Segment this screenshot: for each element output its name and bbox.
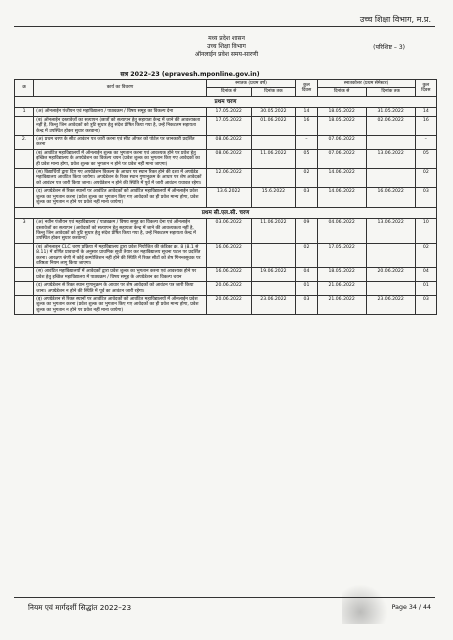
ug-days: 03 — [296, 295, 317, 314]
table-row — [15, 149, 437, 168]
ug-to: 01.06.2022 — [251, 116, 296, 135]
ug-from: 17.05.2022 — [206, 108, 251, 116]
row-sno — [15, 188, 34, 207]
pg-to — [366, 136, 415, 150]
row-text: (अ) ऑनलाईन पंजीयन एवं महाविद्यालय / पाठ्यक्रम / विषय समूह का विकल्प देना — [34, 108, 207, 116]
pg-days: 01 — [415, 282, 436, 296]
table-row — [15, 282, 437, 296]
ug-to — [251, 136, 296, 150]
phase-heading: प्रथम सी.एल.सी. चरण — [15, 207, 437, 219]
pg-to: 02.06.2022 — [366, 116, 415, 135]
col-ug-to: दिनांक तक — [251, 88, 296, 96]
pg-days: 03 — [415, 295, 436, 314]
ug-from: 16.06.2022 — [206, 243, 251, 268]
pg-from: 18.05.2022 — [317, 108, 366, 116]
pg-to: 23.06.2022 — [366, 295, 415, 314]
ug-days: 04 — [296, 268, 317, 282]
ug-to — [251, 282, 296, 296]
ug-days: 16 — [296, 116, 317, 135]
ug-from: 17.05.2022 — [206, 116, 251, 135]
schedule-table — [14, 79, 437, 315]
dept-line: उच्च शिक्षा विभाग — [207, 43, 246, 50]
phase-heading: प्रथम चरण — [15, 96, 437, 108]
footer-title: नियम एवं मार्गदर्शी सिद्धांत 2022–23 — [28, 603, 132, 612]
pg-days: 04 — [415, 268, 436, 282]
ug-to: 19.06.2022 — [251, 268, 296, 282]
pg-from: 18.05.2022 — [317, 268, 366, 282]
col-pg-days: कुल दिवस — [415, 80, 436, 97]
ug-from: 13.6.2022 — [206, 188, 251, 207]
pg-from: 07.06.2022 — [317, 149, 366, 168]
pg-from: 04.06.2022 — [317, 219, 366, 244]
row-text: (स) विद्यार्थियों द्वारा दिए गए अपग्रेडेशन विकल्प के आधार पर स्थान रिक्त होने की दशा में अपग्रेडेड महाविद्यालय आवंटित किया जायेगा। अपग्रेडेशन के रिक्त स्थान गुणानुक्रम के आधार पर शेष आवेदकों को आवंटन पत्र जारी किया जाना। अपग्रेडेशन न होने की स्थिति में पूर्व में जारी आवंटन यथावत रहेगा। — [34, 169, 207, 188]
pg-days: 14 — [415, 108, 436, 116]
row-sno — [15, 295, 34, 314]
pg-from: 14.06.2022 — [317, 169, 366, 188]
row-sno — [15, 243, 34, 268]
session-title: सत्र 2022–23 (epravesh.mponline.gov.in) — [120, 71, 260, 78]
ug-to: 30.05.2022 — [251, 108, 296, 116]
row-text: (द) अपग्रेडेशन से रिक्त स्थानों पर आवंटित आवेदकों को आवंटित महाविद्यालयों में ऑनलाईन प्रवेश शुल्क का भुगतान करना (प्रवेश शुल्क का भुगतान किए गए आवेदकों का ही प्रवेश मान्य होगा, प्रवेश शुल्क का भुगतान न होने पर प्रवेश नहीं माना जायेगा) — [34, 188, 207, 207]
pg-days: – — [415, 136, 436, 150]
row-text: (अ) नवीन पंजीयन एवं महाविद्यालय / पाठ्यक्रम / विषय समूह का विकल्प देना एवं ऑनलाईन दस्तावेजों का सत्यापन (आवेदकों को सत्यापन हेतु सहायता केन्द्र में जाने की आवश्यकता नहीं है, किन्तु जिन आवेदकों को त्रुटि सुधार हेतु संदेश प्रेषित किया गया है, उन्हें निकटतम सहायता केन्द्र में उपस्थित होकर सुधार करवाना) — [34, 219, 207, 244]
ug-from: 16.06.2022 — [206, 268, 251, 282]
pg-to — [366, 169, 415, 188]
pg-to: 31.05.2022 — [366, 108, 415, 116]
row-text: (इ) अपग्रेडेशन से रिक्त स्थानों पर आवंटित आवेदकों को आवंटित महाविद्यालयों में ऑनलाईन प्रवेश शुल्क का भुगतान करना (प्रवेश शुल्क का भुगतान किए गए आवेदकों का ही प्रवेश मान्य होगा, प्रवेश शुल्क का भुगतान न होने पर प्रवेश नहीं माना जायेगा) — [34, 295, 207, 314]
col-pg-to: दिनांक तक — [366, 88, 415, 96]
col-pg: स्नातकोत्तर (प्रथम सेमेस्टर) — [317, 80, 415, 88]
row-sno — [15, 268, 34, 282]
row-sno — [15, 282, 34, 296]
row-text: (ब) आवंटित महाविद्यालयों में ऑनलाईन शुल्क का भुगतान करना एवं आवश्यक होने पर प्रवेश हेतु इच्छित महाविद्यालय के अपग्रेडेशन का विकल्प चयन (प्रवेश शुल्क का भुगतान किए गए आवेदकों का ही प्रवेश मान्य होगा, प्रवेश शुल्क का भुगतान न होने पर प्रवेश नहीं माना जाएगा) — [34, 149, 207, 168]
footer-rule — [14, 597, 435, 598]
row-text: (ब) ऑनलाईन दस्तावेजों का सत्यापन (छात्रों को सत्यापन हेतु सहायता केन्द्र में जाने की आवश्यकता नहीं है, किन्तु जिन आवेदकों को त्रुटि सुधार हेतु संदेश प्रेषित किया गया है, उन्हें निकटतम सहायता केन्द्र में उपस्थित होकर सुधार करवाना) — [34, 116, 207, 135]
row-text: (द) अपग्रेडेशन से रिक्त स्थान गुणानुक्रम के आधार पर शेष आवेदकों को आवंटन पत्र जारी किया जाना। अपग्रेडेशन न होने की स्थिति में पूर्व का आवंटन जारी रहेगा। — [34, 282, 207, 296]
row-text: (ब) ऑनलाइन CLC चरण प्रक्रिया में महाविद्यालय द्वारा प्रवेश नियोजित की कंडिका क्र. 8 (8.1 से 8.11) में वर्णित प्रावधानों के अनुसार प्राथमिक सूची तैयार कर महाविद्यालय सूचना पटल पर प्रदर्शित करना। आरक्षण श्रेणी में कोई कम्पोजिशन नहीं होने की स्थिति में रिक्त सीटों को शेष गिनन्तसूचक पर वरिष्ठता नियम लागू किया जाएगा। — [34, 243, 207, 268]
pg-to — [366, 282, 415, 296]
ug-days: – — [296, 136, 317, 150]
row-sno — [15, 149, 34, 168]
header-rule — [14, 26, 435, 27]
ug-from: 12.06.2022 — [206, 169, 251, 188]
pg-to — [366, 243, 415, 268]
row-text: (स) आवंटित महाविद्यालयों में आवेदकों द्वारा प्रवेश शुल्क का भुगतान करना एवं आवश्यक होने पर प्रवेश हेतु इच्छित महाविद्यालय में पाठ्यक्रम / विषय समूह के अपग्रेडेशन का विकल्प चयन — [34, 268, 207, 282]
row-sno: 1 — [15, 108, 34, 116]
table-row — [15, 219, 437, 244]
pg-from: 07.06.2022 — [317, 136, 366, 150]
row-sno — [15, 116, 34, 135]
ug-days: 09 — [296, 219, 317, 244]
table-row — [15, 116, 437, 135]
ug-to: 11.06.2022 — [251, 219, 296, 244]
col-ug: स्नातक (प्रथम वर्ष) — [206, 80, 296, 88]
table-row — [15, 136, 437, 150]
table-row — [15, 243, 437, 268]
ug-days: 05 — [296, 149, 317, 168]
page-number: Page 34 / 44 — [391, 604, 431, 611]
col-sno: क्र — [15, 80, 34, 97]
ug-days: 14 — [296, 108, 317, 116]
table-row — [15, 108, 437, 116]
pg-from: 18.05.2022 — [317, 116, 366, 135]
col-pg-from: दिनांक से — [317, 88, 366, 96]
pg-days: 03 — [415, 188, 436, 207]
pg-from: 21.06.2022 — [317, 295, 366, 314]
row-sno: 2. — [15, 136, 34, 150]
row-sno: 3 — [15, 219, 34, 244]
col-ug-from: दिनांक से — [206, 88, 251, 96]
ug-days: 01 — [296, 282, 317, 296]
table-row — [15, 169, 437, 188]
pg-days: 10 — [415, 219, 436, 244]
pg-to: 13.06.2022 — [366, 219, 415, 244]
pg-days: 02 — [415, 169, 436, 188]
ug-days: 02 — [296, 243, 317, 268]
pg-from: 17.05.2022 — [317, 243, 366, 268]
pg-to: 20.06.2022 — [366, 268, 415, 282]
row-sno — [15, 169, 34, 188]
schedule-line: ऑनलाईन प्रवेश समय-सारणी — [194, 51, 259, 58]
ug-days: 03 — [296, 188, 317, 207]
table-row — [15, 268, 437, 282]
pg-days: 05 — [415, 149, 436, 168]
gov-line: मध्य प्रदेश शासन — [208, 35, 245, 42]
ug-from: 08.06.2022 — [206, 136, 251, 150]
ug-from: 08.06.2022 — [206, 149, 251, 168]
department-header: उच्च शिक्षा विभाग, म.प्र. — [359, 15, 431, 24]
pg-from: 14.06.2022 — [317, 188, 366, 207]
ug-to: 11.06.2022 — [251, 149, 296, 168]
ug-days: 02 — [296, 169, 317, 188]
table-row — [15, 295, 437, 314]
row-text: (अ) प्रथम चरण के सीट आवंटन पत्र जारी करना एवं सीट ऑफर को पोर्टल पर जानकारी प्रदर्शित करना — [34, 136, 207, 150]
annexure-label: (परिशिष्ट – 3) — [373, 44, 405, 51]
ug-to: 15.6.2022 — [251, 188, 296, 207]
page-curl-shadow — [342, 584, 388, 624]
pg-days: 16 — [415, 116, 436, 135]
pg-days: 02 — [415, 243, 436, 268]
pg-to: 13.06.2022 — [366, 149, 415, 168]
pg-to: 16.06.2022 — [366, 188, 415, 207]
ug-to — [251, 243, 296, 268]
ug-to: 23.06.2022 — [251, 295, 296, 314]
table-row — [15, 188, 437, 207]
ug-to — [251, 169, 296, 188]
ug-from: 20.06.2022 — [206, 295, 251, 314]
ug-from: 03.06.2022 — [206, 219, 251, 244]
col-activity: कार्य का विवरण — [34, 80, 207, 97]
pg-from: 21.06.2022 — [317, 282, 366, 296]
col-ug-days: कुल दिवस — [296, 80, 317, 97]
ug-from: 20.06.2022 — [206, 282, 251, 296]
